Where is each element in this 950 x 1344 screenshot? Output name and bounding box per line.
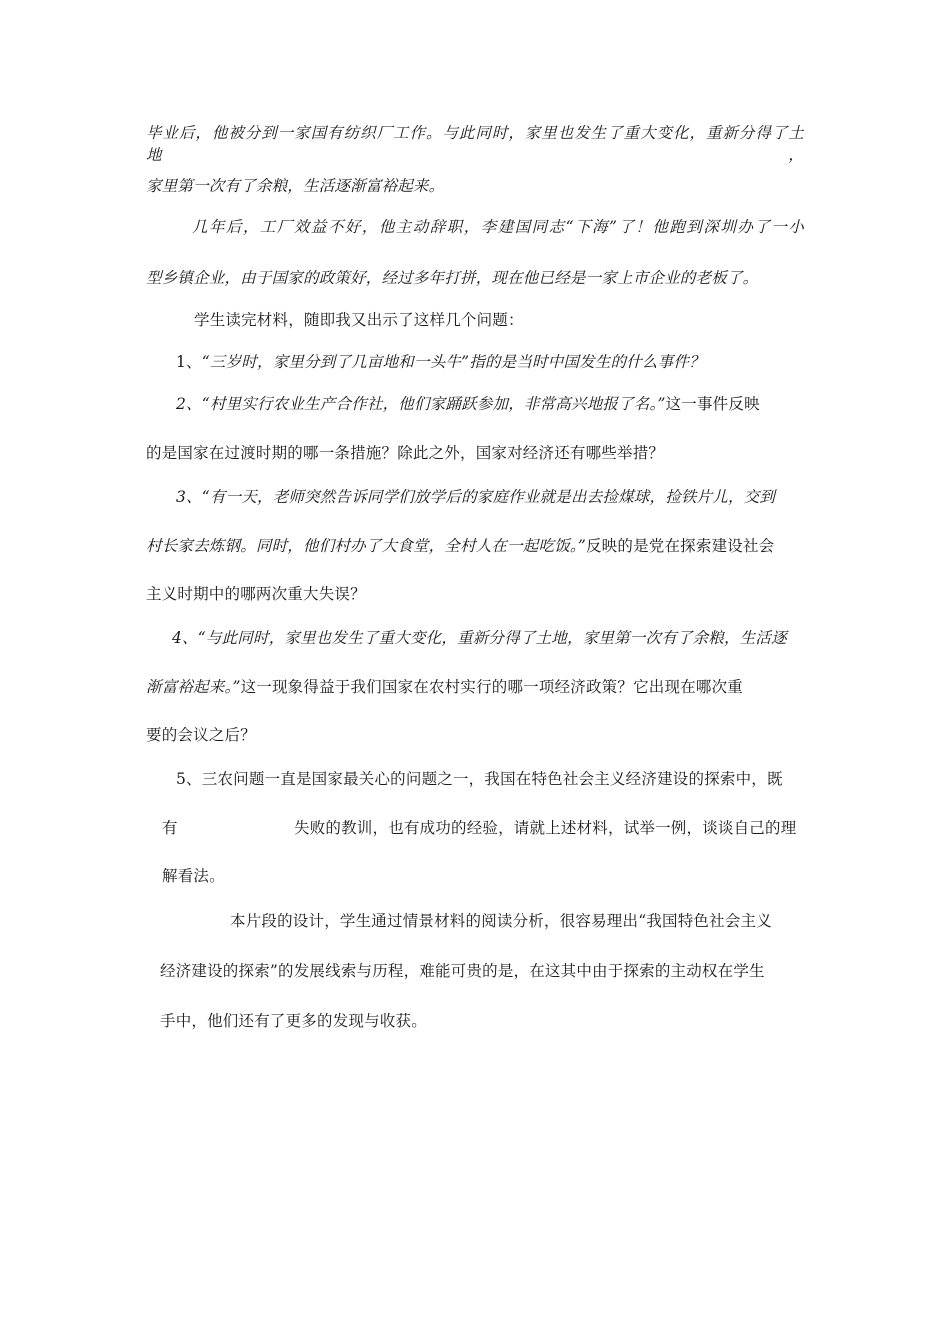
story-final-line-2: 型乡镇企业，由于国家的政策好，经过多年打拼，现在他已经是一家上市企业的老板了。 bbox=[146, 269, 759, 287]
question-3-quote-1: “有一天，老师突然告诉同学们放学后的家庭作业就是出去捡煤球，捡铁片儿，交到 bbox=[201, 488, 776, 506]
question-4-rest-1: 这一现象得益于我们国家在农村实行的哪一项经济政策？它出现在哪次重 bbox=[240, 678, 743, 696]
question-5-line-2b: 失败的教训，也有成功的经验，请就上述材料，试举一例，谈谈自己的理 bbox=[294, 819, 797, 837]
question-4-line-3: 要的会议之后？ bbox=[146, 726, 256, 744]
question-3-line-2 bbox=[146, 535, 774, 557]
question-5-line-2a: 有 bbox=[162, 819, 178, 837]
conclusion-line-2: 经济建设的探索”的发展线索与历程，难能可贵的是，在这其中由于探索的主动权在学生 bbox=[160, 962, 765, 980]
question-2-prefix: 2、 bbox=[176, 395, 202, 413]
conclusion-line-3: 手中，他们还有了更多的发现与收获。 bbox=[160, 1012, 427, 1030]
question-4-prefix: 4、 bbox=[172, 629, 198, 647]
question-2-line-1 bbox=[176, 393, 760, 415]
question-5-prefix: 5、 bbox=[176, 770, 202, 788]
question-3-prefix: 3、 bbox=[176, 488, 202, 506]
story-continuation-line-2: 家里第一次有了余粮，生活逐渐富裕起来。 bbox=[146, 177, 445, 195]
question-3-line-1 bbox=[176, 486, 775, 508]
story-continuation-line-1: 毕业后，他被分到一家国有纺织厂工作。与此同时，家里也发生了重大变化，重新分得了土地， bbox=[146, 124, 804, 164]
question-1 bbox=[176, 351, 705, 373]
question-1-prefix: 1、 bbox=[176, 353, 202, 371]
question-5-text-1: 三农问题一直是国家最关心的问题之一，我国在特色社会主义经济建设的探索中，既 bbox=[201, 770, 783, 788]
story-final-line-1: 几年后，工厂效益不好，他主动辞职，李建国同志“下海”了！他跑到深圳办了一小 bbox=[192, 218, 804, 236]
question-4-line-2 bbox=[146, 676, 743, 698]
question-4-quote-1: “与此同时，家里也发生了重大变化，重新分得了土地，家里第一次有了余粮，生活逐 bbox=[197, 629, 787, 647]
question-2-line-2: 的是国家在过渡时期的哪一条措施？除此之外，国家对经济还有哪些举措？ bbox=[146, 444, 665, 462]
questions-intro: 学生读完材料，随即我又出示了这样几个问题： bbox=[194, 311, 524, 329]
question-3-quote-2: 村长家去炼钢。同时，他们村办了大食堂，全村人在一起吃饭。” bbox=[146, 537, 586, 555]
conclusion-line-1: 本片段的设计，学生通过情景材料的阅读分析，很容易理出“我国特色社会主义 bbox=[230, 912, 772, 930]
question-5-line-3: 解看法。 bbox=[162, 867, 225, 885]
question-4-line-1 bbox=[172, 627, 787, 649]
question-2-quote: “村里实行农业生产合作社，他们家踊跃参加，非常高兴地报了名。” bbox=[201, 395, 666, 413]
question-2-rest-1: 这一事件反映 bbox=[665, 395, 760, 413]
question-3-rest-1: 反映的是党在探索建设社会 bbox=[585, 537, 775, 555]
question-5-line-1 bbox=[176, 768, 783, 790]
question-1-quote: “三岁时，家里分到了几亩地和一头牛”指的是当时中国发生的什么事件？ bbox=[201, 353, 705, 371]
question-4-quote-2: 渐富裕起来。” bbox=[146, 678, 241, 696]
question-3-line-3: 主义时期中的哪两次重大失误？ bbox=[146, 585, 366, 603]
